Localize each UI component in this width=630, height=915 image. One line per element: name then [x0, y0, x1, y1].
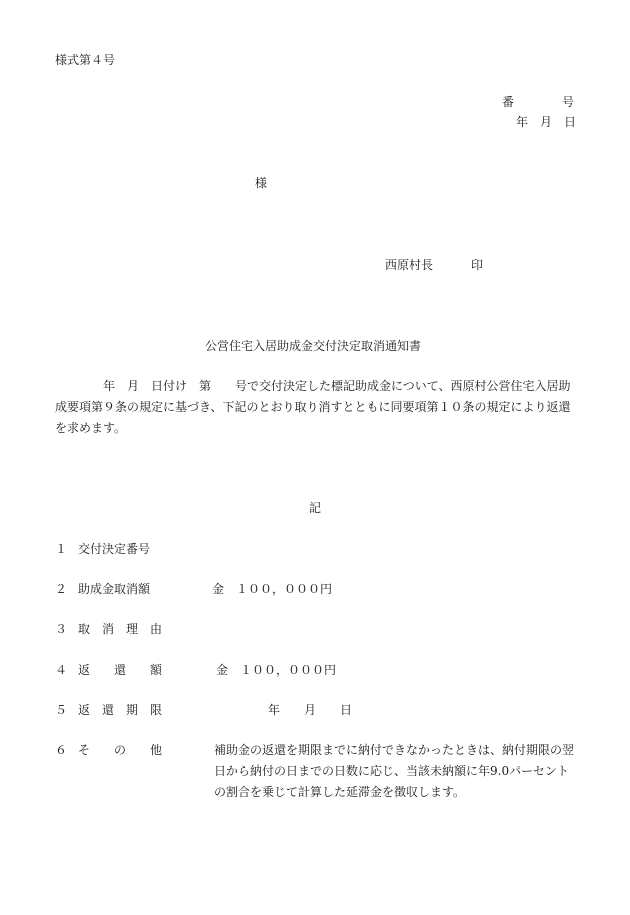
item-number: ２	[55, 582, 68, 596]
seal-mark: 印	[471, 258, 484, 272]
item-label: そ の 他	[78, 743, 163, 757]
item-number: １	[55, 542, 68, 556]
sender-name: 西原村長	[385, 258, 434, 272]
item-label: 返 還 期 限	[78, 703, 163, 717]
item-number: ５	[55, 703, 68, 717]
item-number: ３	[55, 622, 68, 636]
document-title: 公営住宅入居助成金交付決定取消通知書	[205, 339, 422, 353]
item-number: ４	[55, 663, 68, 677]
document-number-label: 番 号	[502, 95, 575, 109]
item-note: 補助金の返還を期限までに納付できなかったときは、納付期限の翌日から納付の日までの日数に応じ、当該未納額に年9.0パーセントの割合を乗じて計算した延滞金を徴収します。	[214, 743, 575, 799]
item-number: ６	[55, 743, 68, 757]
ki-heading: 記	[309, 501, 322, 515]
addressee-suffix: 様	[255, 176, 268, 190]
item-value: 金 １００，０００円	[212, 582, 333, 596]
item-value: 年 月 日	[268, 703, 353, 717]
item-value: 金 １００，０００円	[216, 663, 337, 677]
item-label: 交付決定番号	[78, 542, 151, 556]
body-paragraph: 年 月 日付け 第 号で交付決定した標記助成金について、西原村公営住宅入居助成要項第９条の規定に基づき、下記のとおり取り消すとともに同要項第１０条の規定により返還を求めます。	[55, 379, 571, 435]
item-label: 助成金取消額	[78, 582, 151, 596]
item-label: 取 消 理 由	[78, 622, 163, 636]
date-label: 年 月 日	[516, 115, 577, 129]
form-number: 様式第４号	[55, 53, 116, 67]
item-label: 返 還 額	[78, 663, 163, 677]
